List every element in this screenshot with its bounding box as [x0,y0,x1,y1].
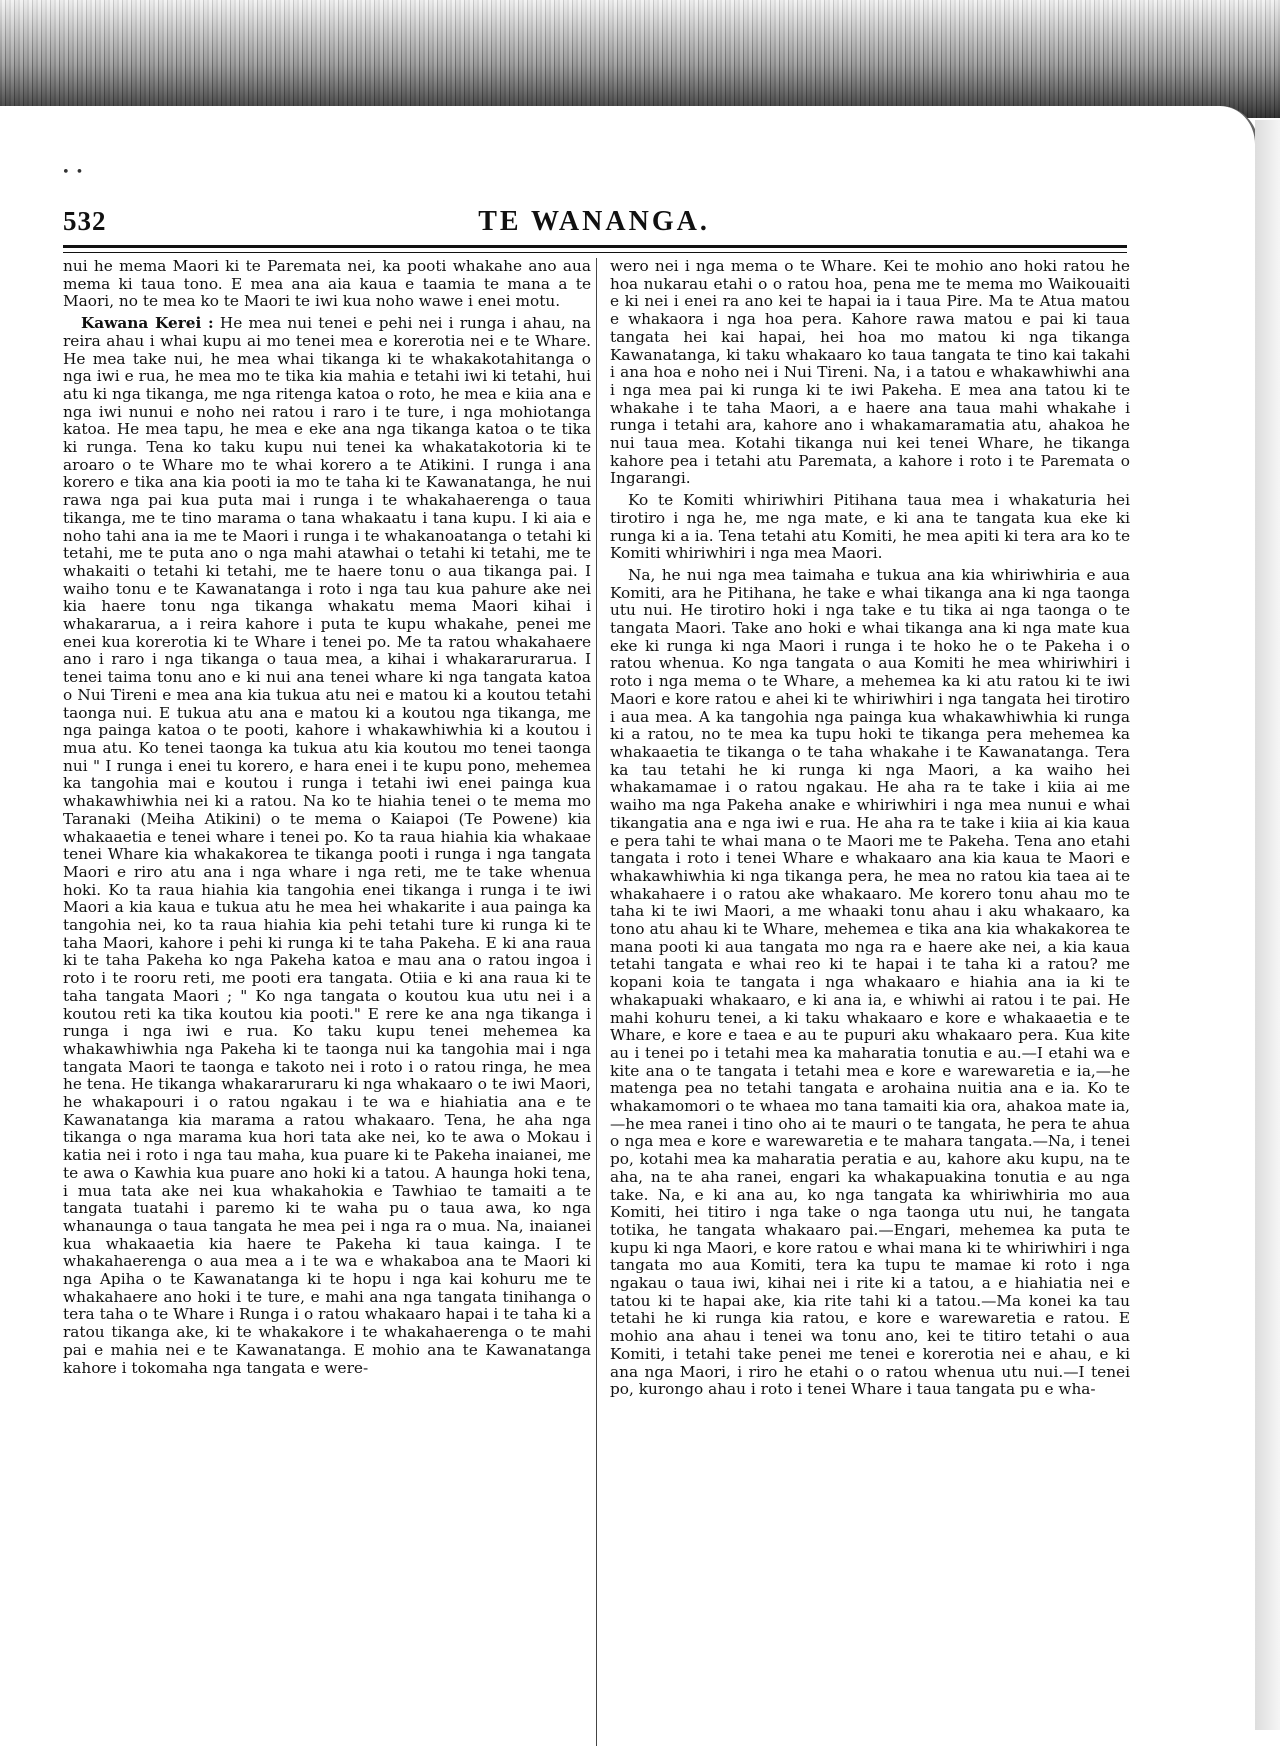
paragraph: Na, he nui nga mea taimaha e tukua ana kia whiriwhiria e aua Komiti, ara he Pitihana, he take e whai tikanga ana ki nga taonga utu nui. He tirotiro hoki i nga take e tu tika ai nga taonga o te tangata Maori. Take ano hoki e whai tikanga ana ki nga mate kua eke ki runga ki nga Maori i runga i te hoko he o te Pakeha i o ratou whenua. Ko nga tangata o aua Komiti he mea whiriwhiri i roto i nga mema o te Whare, a mehemea ka ki atu ratou ki te iwi Maori e kore ratou e ahei ki te whiriwhiri i nga tangata hei tirotiro i aua mea. A ka tangohia nga painga kua whakawhiwhia ki runga ki a ratou, no te mea ka tupu hoki te tikanga pera mehemea ka whakaaetia te tikanga o te taha whakahe i te Kawanatanga. Tera ka tau tetahi he ki runga ki nga Maori, a ka waiho hei whakamamae i o ratou ngakau. He aha ra te take i kiia ai me waiho ma nga Pakeha anake e whiriwhiri i nga mea nunui e whai tikangatia ana e nga iwi e rua. He aha ra te take i kiia ai kia kaua e pera tahi te whai mana o te Maori me te Pakeha. Tena ano etahi tangata i roto i tenei Whare e whakaaro ana kia kaua te Maori e whakawhiwhia ki nga tikanga pera, he mea no ratou kia taea ai te whakahaere i o ratou ake whakaaro. Me korero tonu ahau mo te taha ki te iwi Maori, a me whaaki tonu ahau i aku whakaaro, ka tono atu ahau ki te Whare, mehemea e tika ana kia whakakorea te mana pooti ki aua tangata mo nga ra e haere ake nei, a kia kaua tetahi tangata e whai reo ki te hapai i te taha ki a ratou? me kopani koia te tangata i nga whakaaro e hiahia ana ia ki te whakapuaki whakaaro, e ki ana ia, e whiwhi ai ratou i te pai. He mahi kohuru tenei, a ki taku whakaaro e kore e whakaaetia e te Whare, e kore e taea e au te pupuri aku whakaaro pera. Kua kite au i tenei po i tetahi mea ka maharatia tonutia e au.—I etahi wa e kite ana o te tangata i tetahi mea e kore e warewaretia e ia,—he matenga pea no tetahi tangata e arohaina nuitia ana e ia. Ko te whakamomori o te whaea mo tana tamaiti kia ora, ahakoa mate ia,—he mea ranei i tino oho ai te mauri o te tangata, he pera te ahua o nga mea e kore e warewaretia e te mahara tangata.—Na, i tenei po, kotahi mea ka maharatia peratia e au, kahore aku kupu, na te aha, na te aha ranei, engari ka whakapuakina tonutia e au nga take. Na, e ki ana au, ko nga tangata ka whiriwhiria mo aua Komiti, hei titiro i nga take o nga taonga utu nui, he tangata totika, he tangata whakaaro pai.—Engari, mehemea ka puta te kupu ki nga Maori, e kore ratou e whai mana ki te whiriwhiri i nga tangata mo aua Komiti, tera ka tupu te mamae ki roto i nga ngakau o taua iwi, kihai nei i rite ki a tatou, a e hiahiatia nei e tatou ki te hapai ake, kia rite tahi ki a tatou.—Ma konei ka tau tetahi he ki runga kia ratou, e kore e warewaretia e ratou. E mohio ana ahau i tenei wa tonu ano, kei te titiro tetahi o aua Komiti, i tetahi take penei me tenei e korerotia nei e ahau, e ki ana nga Maori, i riro he etahi o o ratou whenua utu nui.—I tenei po, kurongo ahau i roto i tenei Whare i taua tangata pu e wha- [610,565,1130,1399]
speech-text: He mea nui tenei e pehi nei i runga i ahau, na reira ahau i whai kupu ai mo tenei mea e korerotia nei e te Whare. He mea take nui, he mea whai tikanga ki te whakakotahitanga o nga iwi e rua, he mea mo te tika kia mahia e tetahi iwi ki tetahi, hui atu ki nga tikanga, me nga ritenga katoa o roto, he mea e kiia ana e nga iwi nunui e noho nei ratou i raro i te ture, i nga mohiotanga katoa. He mea tapu, he mea e eke ana nga tikanga katoa o te tika ki runga. Tena ko taku kupu nui tenei ka whakatakotoria ki te aroaro o te Whare mo te whai korero a te Atikini. I runga i ana korero e tika ana kia pooti ia mo te taha ki te Kawanatanga, he nui rawa nga pai kua puta mai i runga i te whakahaerenga o taua tikanga, me te tino marama o tana whakaatu i tana kupu. I ki aia e noho tahi ana ia me te Maori i runga i te whakanoatanga o tetahi ki tetahi, me te puta ano o nga mahi atawhai o tetahi ki tetahi, me te whakaiti o tetahi ki tetahi, me te haere tonu o aua tikanga pai. I waiho tonu e te Kawanatanga i roto i nga tau kua pahure ake nei kia haere tonu nga tikanga whakatu mema Maori kihai i whakararua, a i reira kahore i puta te kupu whakahe, penei me enei kua korerotia ki te Whare i tenei po. Me ta ratou whakahaere ano i raro i nga tikanga o taua mea, a kihai i whakararurarua. I tenei taima tonu ano e ki nui ana tenei whare ki nga tangata katoa o Nui Tireni e mea ana kia tukua atu nei e matou ki a koutou tetahi taonga nui. E tukua atu ana e matou ki a koutou nga tikanga, me nga painga katoa o te pooti, kahore i whakawhiwhia ki a koutou i mua atu. Ko tenei taonga ka tukua atu kia koutou mo tenei taonga nui " I runga i enei tu korero, e hara enei i te kupu pono, mehemea ka tangohia mai e koutou i runga i tetahi iwi enei painga kua whakawhiwhia nei ki a ratou. Na ko te hiahia tenei o te mema mo Taranaki (Meiha Atikini) o te mema o Kaiapoi (Te Powene) kia whakaaetia e tenei whare i tenei po. Ko ta raua hiahia kia whakaae tenei Whare kia whakakorea te tikanga pooti i runga i nga tangata Maori e riro atu ana i nga whare i nga reti, me te take whenua hoki. Ko ta raua hiahia kia tangohia enei tikanga i runga i te iwi Maori a kia kaua e tukua atu he mea hei whakarite i aua painga ka tangohia nei, ko ta raua hiahia kia pehi tetahi ture ki runga ki te taha Maori, kahore i pehi ki runga ki te taha Pakeha. E ki ana raua ki te taha Pakeha ko nga Pakeha katoa e mau ana o ratou ingoa i roto i te rooru reti, me pooti era tangata. Otiia e ki ana raua ki te taha tangata Maori ; " Ko nga tangata o koutou kua utu nei i a koutou reti ka tika koutou kia pooti." E rere ke ana nga tikanga i runga i nga iwi e rua. Ko taku kupu tenei mehemea ka whakawhiwhia nga Pakeha ki te taonga nui ka tangohia mai i nga tangata Maori te taonga e takoto nei i roto i o ratou ringa, he mea he tena. He tikanga whakararuraru ki nga whakaaro o te iwi Maori, he whakapouri i o ratou ngakau i te wa e hiahiatia ana e te Kawanatanga kia marama a ratou whakaaro. Tena, he aha nga tikanga o nga marama kua hori tata ake nei, ko te awa o Mokau i katia nei i roto i nga tau maha, kua puare ki te Pakeha inaianei, me te awa o Kawhia kua puare ano hoki ki a tatou. A haunga hoki tena, i mua tata ake nei kua whakahokia e Tawhiao te tamaiti a te tangata tuatahi i paremo ki te waha pu o taua awa, ko nga whanaunga o taua tangata he mea pei i nga ra o mua. Na, inaianei kua whakaaetia kia haere te Pakeha ki taua kainga. I te whakahaerenga o aua mea a i te wa e whakaboa ana te Maori ki nga Apiha o te Kawanatanga ki te hopu i nga kai kohuru me te whakahaere ano hoki i te ture, e mahi ana nga tangata tinihanga o tera taha o te Whare i Runga i o ratou whakaaro hapai i te taha ki a ratou tikanga ake, ki te whakakore i te whakahaerenga o te mahi pai e mahia nei e te Kawanatanga. E mohio ana te Kawanatanga kahore i tokomaha nga tangata e were- [63,314,591,1377]
column-divider [596,258,597,1746]
scan-top-band [0,0,1280,118]
header-rule-thin [63,252,1127,253]
header-rule [63,245,1127,248]
page-edge [1255,120,1280,1730]
page-header [63,206,1125,236]
paragraph: wero nei i nga mema o te Whare. Kei te mohio ano hoki ratou he hoa nukarau etahi o o ratou hoa, pena me te mema mo Waikouaiti e ki nei i enei ra ano kei te hapai ia i taua Pire. Ma te Atua matou e whakaora i nga hoa pera. Kahore rawa matou e pai ki taua tangata hei kai hapai, hei hoa mo matou ki nga tikanga Kawanatanga, ki taku whakaaro ko taua tangata te tino kai takahi i ana hoa e noho nei i Nui Tireni. Na, i a tatou e whakawhiwhi ana i nga mea pai ki runga ki te iwi Pakeha. E mea ana tatou ki te whakahe i te taha Maori, a e haere ana taua mahi whakahe i runga i tetahi ara, kahore ano i whakamaramatia atu, ahakoa he nui taua mea. Kotahi tikanga nui kei tenei Whare, he tikanga kahore pea i tetahi atu Paremata, a kahore i roto i te Paremata o Ingarangi. [610,257,1130,488]
scan-specks: •• [62,165,90,180]
paragraph: nui he mema Maori ki te Paremata nei, ka pooti whakahe ano aua mema ki taua tono. E mea ana aia kaua e taamia te mana a te Maori, no te mea ko te Maori te iwi kua noho wawe i enei motu. [63,257,591,311]
journal-title: TE WANANGA. [478,206,710,237]
left-column [63,258,591,1381]
paragraph [63,315,591,1377]
page-number: 532 [63,206,107,236]
right-column [610,258,1130,1403]
speaker-name: Kawana Kerei : [81,314,214,333]
paragraph: Ko te Komiti whiriwhiri Pitihana taua mea i whakaturia hei tirotiro i nga he, me nga mate, e ki ana te tangata kua eke ki runga ki a ia. Tena tetahi atu Komiti, he mea apiti ki tera ara ko te Komiti whiriwhiri i nga mea Maori. [610,491,1130,563]
